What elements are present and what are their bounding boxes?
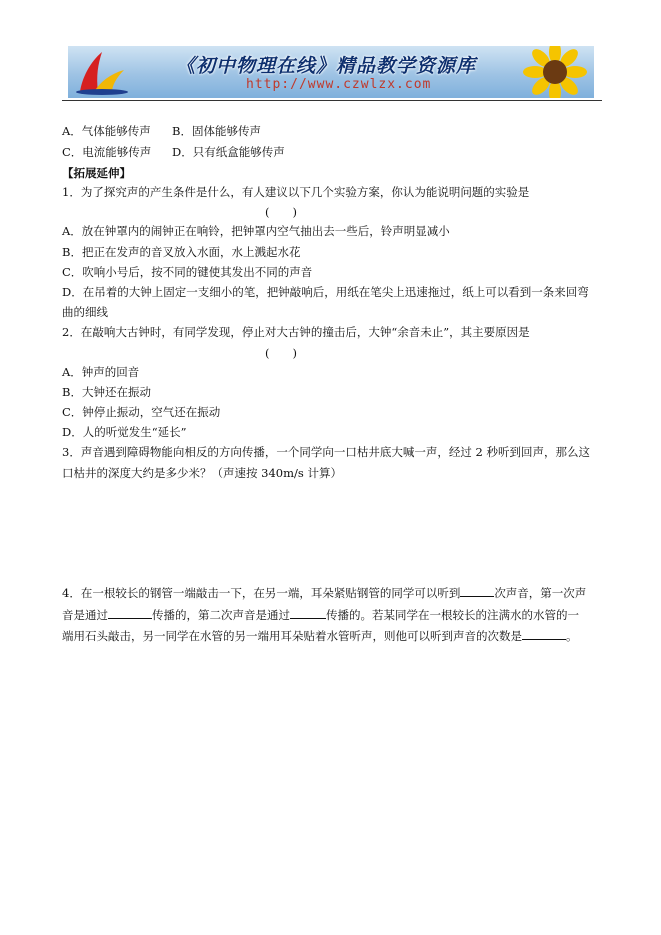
option-row-cd bbox=[62, 145, 285, 160]
q1-option-d-cont: 曲的细线 bbox=[62, 305, 108, 319]
q3-line-1: 3．声音遇到障碍物能向相反的方向传播，一个同学向一口枯井底大喊一声，经过 2 秒听到回声，那么这 bbox=[62, 445, 590, 459]
q1-option-b: B．把正在发声的音叉放入水面，水上溅起水花 bbox=[62, 245, 301, 259]
q4-text: 。 bbox=[566, 629, 578, 643]
q4-text: 端用石头敲击，另一同学在水管的另一端用耳朵贴着水管听声，则他可以听到声音的次数是 bbox=[62, 629, 522, 643]
q2-option-a: A．钟声的回音 bbox=[62, 365, 140, 379]
q4-blank-count[interactable] bbox=[460, 584, 494, 597]
q4-text: 次声音，第一次声 bbox=[494, 586, 587, 600]
q4-text: 传播的，第二次声音是通过 bbox=[152, 608, 290, 622]
banner-url: http://www.czwlzx.com bbox=[246, 77, 432, 92]
option-d: D．只有纸盒能够传声 bbox=[172, 145, 285, 159]
q2-stem: 2．在敲响大古钟时，有同学发现，停止对大古钟的撞击后，大钟“余音未止”，其主要原因是 bbox=[62, 325, 530, 339]
option-b: B．固体能够传声 bbox=[172, 124, 261, 138]
q2-option-d: D．人的听觉发生“延长” bbox=[62, 425, 187, 439]
q4-line-2 bbox=[62, 606, 579, 623]
q2-option-c: C．钟停止振动，空气还在振动 bbox=[62, 405, 221, 419]
q1-stem: 1．为了探究声的产生条件是什么，有人建议以下几个实验方案，你认为能说明问题的实验是 bbox=[62, 185, 530, 199]
q4-text: 传播的。若某同学在一根较长的注满水的水管的一 bbox=[326, 608, 579, 622]
banner-title: 《初中物理在线》精品教学资源库 bbox=[176, 55, 477, 77]
q1-answer-paren: ( ) bbox=[265, 205, 297, 219]
q2-answer-paren: ( ) bbox=[265, 346, 297, 360]
option-c: C．电流能够传声 bbox=[62, 145, 152, 159]
sunflower-icon bbox=[520, 46, 590, 98]
option-row-ab bbox=[62, 124, 261, 139]
q4-blank-second-medium[interactable] bbox=[290, 606, 326, 619]
site-logo-icon bbox=[72, 48, 132, 96]
q1-option-c: C．吹响小号后，按不同的键使其发出不同的声音 bbox=[62, 265, 313, 279]
q4-text: 4．在一根较长的钢管一端敲击一下，在另一端，耳朵紧贴钢管的同学可以听到 bbox=[62, 586, 461, 600]
option-a: A．气体能够传声 bbox=[62, 124, 151, 138]
header-banner bbox=[68, 46, 594, 98]
q3-line-2: 口枯井的深度大约是多少米？（声速按 340m/s 计算） bbox=[62, 466, 342, 480]
header-divider bbox=[62, 100, 602, 101]
q4-blank-times[interactable] bbox=[522, 627, 566, 640]
q4-blank-first-medium[interactable] bbox=[108, 606, 152, 619]
q4-text: 音是通过 bbox=[62, 608, 108, 622]
section-heading: 【拓展延伸】 bbox=[62, 166, 131, 180]
q4-line-1 bbox=[62, 584, 586, 601]
q2-option-b: B．大钟还在振动 bbox=[62, 385, 151, 399]
q1-option-a: A．放在钟罩内的闹钟正在响铃，把钟罩内空气抽出去一些后，铃声明显减小 bbox=[62, 224, 450, 238]
q1-option-d: D．在吊着的大钟上固定一支细小的笔，把钟敲响后，用纸在笔尖上迅速拖过，纸上可以看到一条来回弯 bbox=[62, 285, 589, 299]
q4-line-3 bbox=[62, 627, 578, 644]
